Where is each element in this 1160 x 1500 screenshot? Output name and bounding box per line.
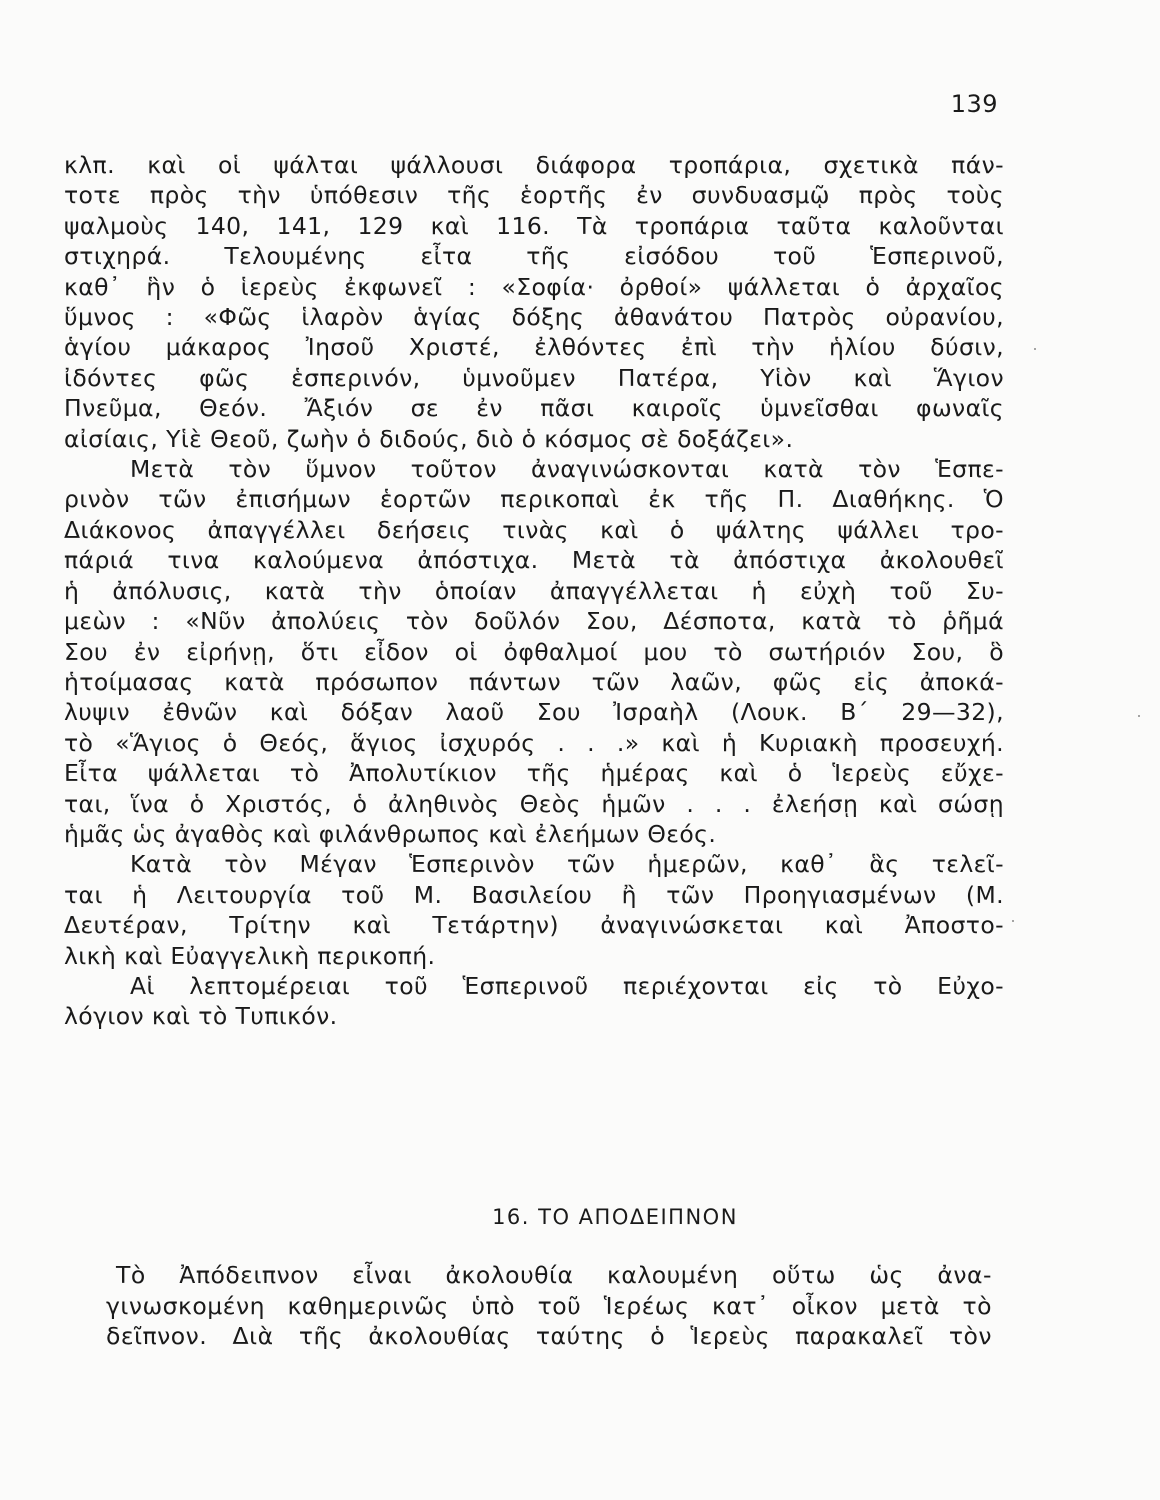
- body-text: [64, 150, 1004, 1032]
- text-line: Δευτέραν, Τρίτην καὶ Τετάρτην) ἀναγινώσκεται καὶ Ἀποστο-: [64, 911, 1004, 940]
- text-line: Μετὰ τὸν ὕμνον τοῦτον ἀναγινώσκονται κατὰ τὸν Ἑσπε-: [130, 455, 1004, 484]
- text-line: Πνεῦμα, Θεόν. Ἄξιόν σε ἐν πᾶσι καιροῖς ὑμνεῖσθαι φωναῖς: [64, 394, 1004, 423]
- text-line: λυψιν ἐθνῶν καὶ δόξαν λαοῦ Σου Ἰσραὴλ (Λουκ. Β΄ 29—32),: [64, 698, 1004, 727]
- text-line: λικὴ καὶ Εὐαγγελικὴ περικοπή.: [64, 941, 436, 970]
- paragraph-vespers-hymns: [64, 150, 1004, 454]
- paragraph-great-vespers: [64, 849, 1004, 971]
- text-line: καθ᾽ ἣν ὁ ἱερεὺς ἐκφωνεῖ : «Σοφία· ὀρθοί» ψάλλεται ὁ ἀρχαῖος: [64, 272, 1004, 301]
- text-line: Τὸ Ἀπόδειπνον εἶναι ἀκολουθία καλουμένη οὕτω ὡς ἀνα-: [116, 1261, 992, 1289]
- text-line: ἁγίου μάκαρος Ἰησοῦ Χριστέ, ἐλθόντες ἐπὶ τὴν ἡλίου δύσιν,: [64, 333, 1004, 362]
- text-line: κλπ. καὶ οἱ ψάλται ψάλλουσι διάφορα τροπάρια, σχετικὰ πάν-: [64, 151, 1004, 179]
- text-line: γινωσκομένη καθημερινῶς ὑπὸ τοῦ Ἱερέως κατ᾽ οἶκον μετὰ τὸ: [106, 1291, 992, 1320]
- text-line: λόγιον καὶ τὸ Τυπικόν.: [64, 1002, 338, 1031]
- text-line: ρινὸν τῶν ἐπισήμων ἑορτῶν περικοπαὶ ἐκ τῆς Π. Διαθήκης. Ὁ: [64, 485, 1004, 514]
- text-line: ἡμᾶς ὡς ἀγαθὸς καὶ φιλάνθρωπος καὶ ἐλεήμων Θεός.: [64, 819, 717, 848]
- text-line: στιχηρά. Τελουμένης εἶτα τῆς εἰσόδου τοῦ Ἑσπερινοῦ,: [64, 242, 1004, 271]
- text-line: Σου ἐν εἰρήνῃ, ὅτι εἶδον οἱ ὀφθαλμοί μου τὸ σωτήριόν Σου, ὃ: [64, 637, 1004, 666]
- text-line: αἰσίαις, Υἱὲ Θεοῦ, ζωὴν ὁ διδούς, διὸ ὁ κόσμος σὲ δοξάζει».: [64, 424, 794, 453]
- text-line: Αἱ λεπτομέρειαι τοῦ Ἑσπερινοῦ περιέχονται εἰς τὸ Εὐχο-: [130, 971, 1004, 1000]
- text-line: πάριά τινα καλούμενα ἀπόστιχα. Μετὰ τὰ ἀπόστιχα ἀκολουθεῖ: [64, 546, 1004, 575]
- text-line: ὕμνος : «Φῶς ἱλαρὸν ἁγίας δόξης ἀθανάτου Πατρὸς οὐρανίου,: [64, 303, 1004, 332]
- paper-speck: [1034, 348, 1036, 350]
- section-heading: 16. ΤΟ ΑΠΟΔΕΙΠΝΟΝ: [492, 1205, 738, 1229]
- text-line: ψαλμοὺς 140, 141, 129 καὶ 116. Τὰ τροπάρια ταῦτα καλοῦνται: [64, 211, 1004, 240]
- page-number: 139: [950, 90, 998, 118]
- text-line: τὸ «Ἅγιος ὁ Θεός, ἅγιος ἰσχυρός . . .» καὶ ἡ Κυριακὴ προσευχή.: [64, 728, 1004, 757]
- text-line: ἡ ἀπόλυσις, κατὰ τὴν ὁποίαν ἀπαγγέλλεται ἡ εὐχὴ τοῦ Συ-: [64, 576, 1004, 605]
- paragraph-apodeipnon: [106, 1260, 992, 1352]
- text-line: ται ἡ Λειτουργία τοῦ Μ. Βασιλείου ἢ τῶν Προηγιασμένων (Μ.: [64, 880, 1004, 909]
- text-line: ται, ἵνα ὁ Χριστός, ὁ ἀληθινὸς Θεὸς ἡμῶν . . . ἐλεήσῃ καὶ σώσῃ: [64, 789, 1004, 818]
- text-line: Κατὰ τὸν Μέγαν Ἑσπερινὸν τῶν ἡμερῶν, καθ᾽ ἃς τελεῖ-: [130, 850, 1004, 879]
- paper-speck: [1138, 715, 1140, 717]
- text-line: ἡτοίμασας κατὰ πρόσωπον πάντων τῶν λαῶν, φῶς εἰς ἀποκά-: [64, 667, 1004, 696]
- paper-speck: [1012, 920, 1014, 922]
- text-line: τοτε πρὸς τὴν ὑπόθεσιν τῆς ἑορτῆς ἐν συνδυασμῷ πρὸς τοὺς: [64, 181, 1004, 210]
- paragraph-details: [64, 971, 1004, 1032]
- text-line: ἰδόντες φῶς ἑσπερινόν, ὑμνοῦμεν Πατέρα, Υἱὸν καὶ Ἅγιον: [64, 363, 1004, 392]
- text-line: Διάκονος ἀπαγγέλλει δεήσεις τινὰς καὶ ὁ ψάλτης ψάλλει τρο-: [64, 515, 1004, 544]
- paragraph-readings: [64, 454, 1004, 849]
- text-line: μεὼν : «Νῦν ἀπολύεις τὸν δοῦλόν Σου, Δέσποτα, κατὰ τὸ ῥῆμά: [64, 607, 1004, 636]
- text-line: δεῖπνον. Διὰ τῆς ἀκολουθίας ταύτης ὁ Ἱερεὺς παρακαλεῖ τὸν: [106, 1322, 992, 1350]
- text-line: Εἶτα ψάλλεται τὸ Ἀπολυτίκιον τῆς ἡμέρας καὶ ὁ Ἱερεὺς εὔχε-: [64, 759, 1004, 788]
